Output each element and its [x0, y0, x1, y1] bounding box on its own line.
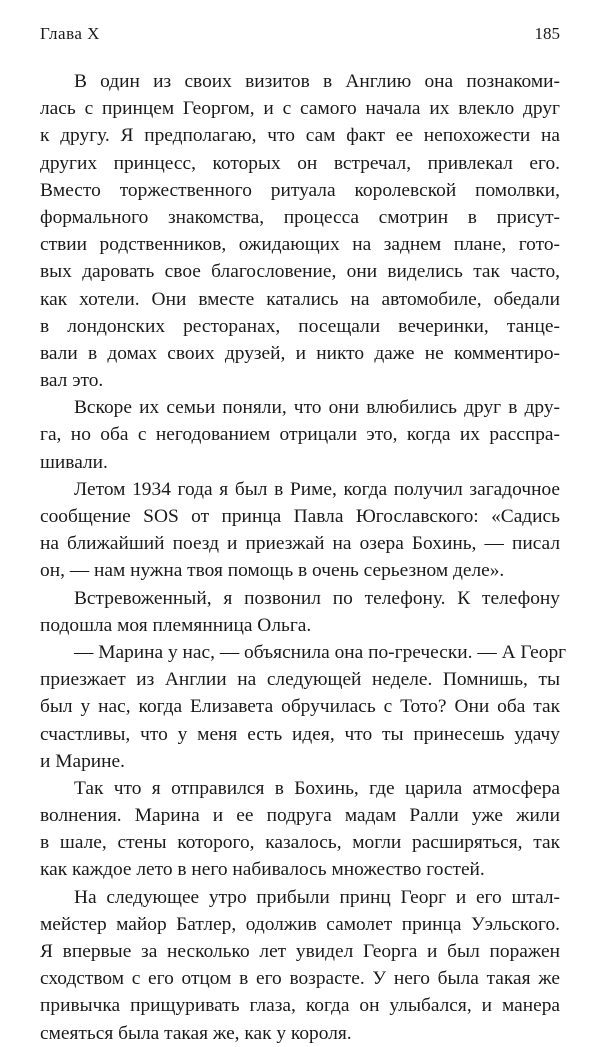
text-line: смеяться была такая же, как у короля. [40, 1022, 352, 1044]
text-line: Я впервые за несколько лет увидел Георга и был поражен [40, 941, 560, 962]
paragraph [40, 585, 560, 639]
text-line: привычка прищуривать глаза, когда он улыбался, и манера [40, 995, 560, 1017]
text-line: — Марина у нас, — объяснила она по-гречески. — А Георг [74, 641, 567, 663]
paragraph [40, 68, 560, 394]
page-number: 185 [534, 24, 560, 43]
text-line: к другу. Я предполагаю, что сам факт ее непохожести на [40, 125, 560, 147]
running-head [40, 24, 560, 48]
text-line: сообщение SOS от принца Павла Югославского: «Садись [40, 506, 560, 527]
text-line: других принцесс, которых он встречал, привлекал его. [40, 152, 560, 174]
text-line: га, но оба с негодованием отрицали это, когда их расспра- [40, 424, 560, 446]
text-line: формального знакомства, процесса смотрин в присут- [40, 206, 560, 228]
paragraph [40, 775, 560, 884]
text-line: как каждое лето в него набивалось множество гостей. [40, 859, 485, 881]
paragraph [40, 394, 560, 476]
chapter-title: Глава X [40, 24, 100, 43]
text-line: вали в домах своих друзей, и никто даже не комментиро- [40, 342, 560, 364]
text-line: как хотели. Они вместе катались на автомобиле, обедали [40, 288, 560, 310]
text-line: На следующее утро прибыли принц Георг и его штал- [74, 886, 560, 908]
paragraph [40, 476, 560, 585]
text-line: счастливы, что у меня есть идея, что ты принесешь удачу [40, 723, 560, 745]
text-line: был у нас, когда Елизавета обручилась с Тото? Они оба так [40, 696, 560, 718]
body-text [40, 68, 567, 1047]
text-line: волнения. Марина и ее подруга мадам Ралли уже жили [40, 805, 560, 827]
text-line: в шале, стены которого, казалось, могли расширяться, так [40, 832, 560, 854]
text-line: в лондонских ресторанах, посещали вечеринки, танце- [40, 315, 560, 337]
text-line: шивали. [40, 451, 108, 473]
text-line: подошла моя племянница Ольга. [40, 614, 312, 636]
text-line: Так что я отправился в Бохинь, где царила атмосфера [74, 777, 560, 799]
paragraph [40, 884, 560, 1047]
text-line: мейстер майор Батлер, одолжив самолет принца Уэльского. [40, 913, 560, 935]
text-line: он, — нам нужна твоя помощь в очень серьезном деле». [40, 560, 505, 582]
text-line: сходством с его отцом в его возрасте. У него была такая же [40, 968, 560, 990]
text-line: вал это. [40, 370, 104, 392]
text-line: на ближайший поезд и приезжай на озера Бохинь, — писал [40, 533, 560, 555]
text-line: и Марине. [40, 750, 125, 772]
text-line: Вместо торжественного ритуала королевской помолвки, [40, 179, 560, 201]
paragraph [40, 639, 567, 775]
text-line: лась с принцем Георгом, и с самого начала их влекло друг [40, 98, 560, 120]
text-line: Вскоре их семьи поняли, что они влюбились друг в дру- [74, 397, 560, 419]
text-line: ствии родственников, ожидающих на заднем плане, гото- [40, 234, 560, 256]
text-line: В один из своих визитов в Англию она познакоми- [74, 71, 560, 92]
text-line: вых даровать свое благословение, они виделись так часто, [40, 261, 560, 283]
text-line: Летом 1934 года я был в Риме, когда получил загадочное [74, 478, 560, 500]
text-line: приезжает из Англии на следующей неделе. Помнишь, ты [40, 669, 560, 691]
text-line: Встревоженный, я позвонил по телефону. К телефону [74, 587, 560, 609]
